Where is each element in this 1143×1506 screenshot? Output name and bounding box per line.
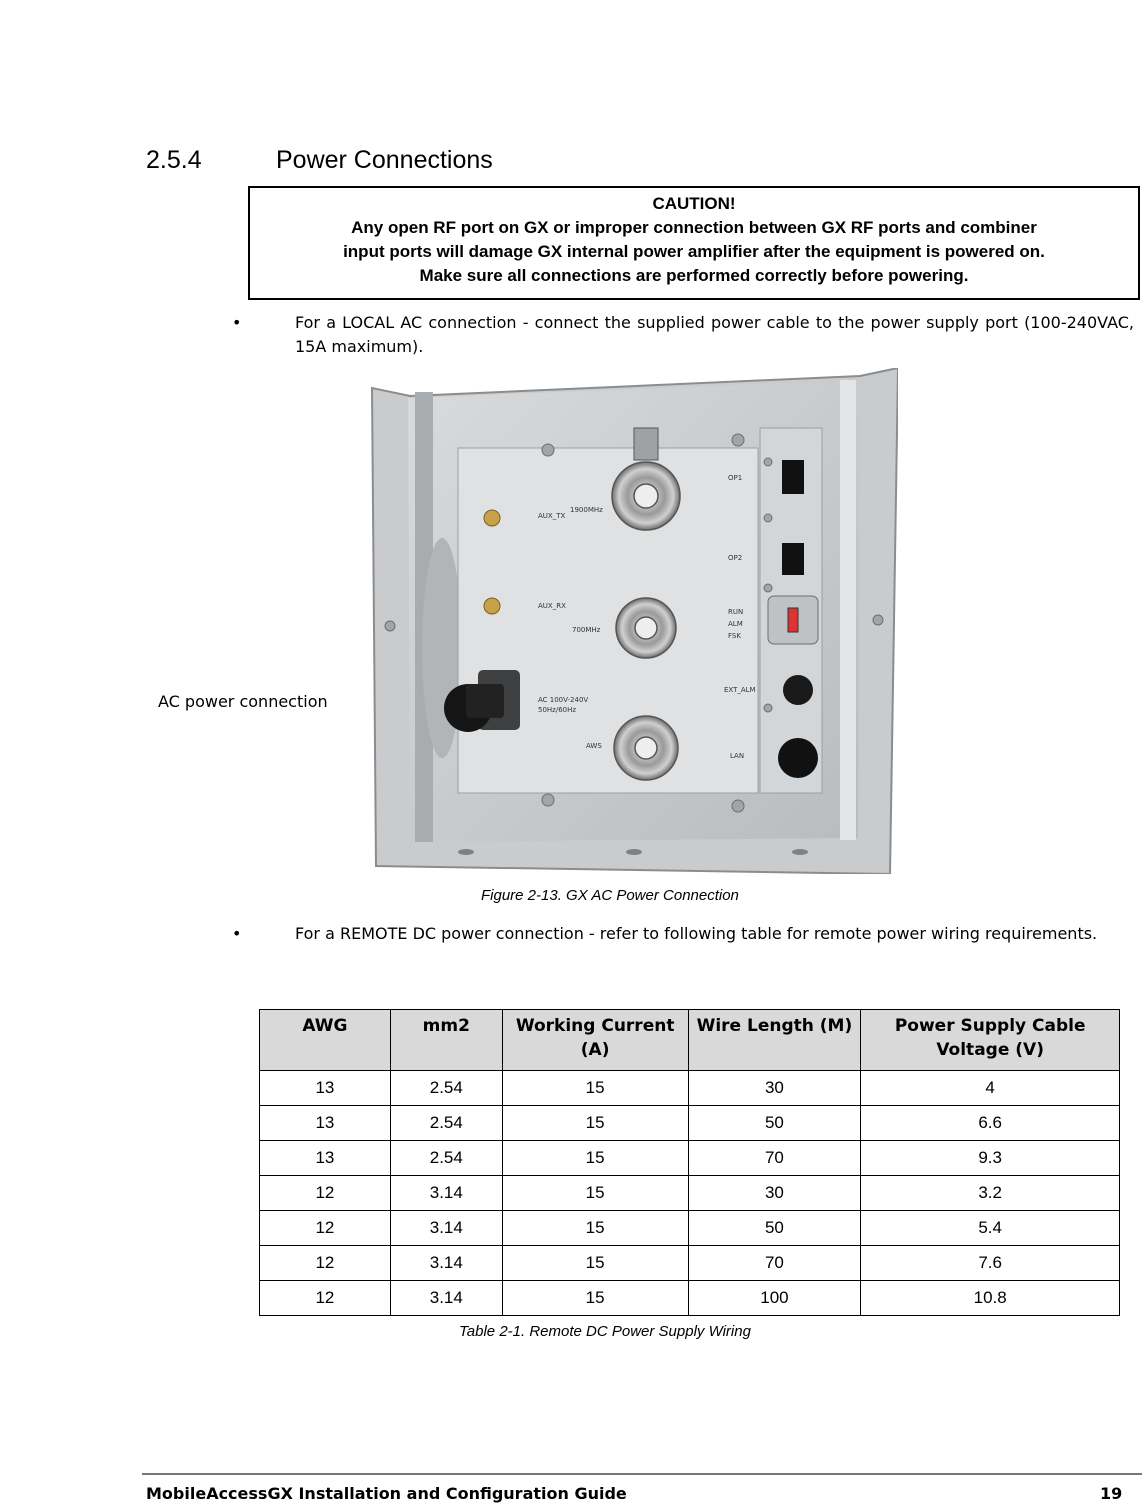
header-mm2: mm2 bbox=[390, 1010, 502, 1071]
table-cell: 70 bbox=[688, 1141, 861, 1176]
panel-label-op1: OP1 bbox=[728, 474, 743, 482]
table-cell: 4 bbox=[861, 1071, 1120, 1106]
table-header-row bbox=[260, 1010, 1120, 1071]
table-cell: 10.8 bbox=[861, 1281, 1120, 1316]
bullet-icon: • bbox=[232, 313, 242, 332]
panel-label-ext-alm: EXT_ALM bbox=[724, 686, 756, 694]
table-cell: 12 bbox=[260, 1246, 391, 1281]
section-title: Power Connections bbox=[276, 146, 493, 174]
gx-ac-power-photo bbox=[370, 368, 898, 874]
table-cell: 6.6 bbox=[861, 1106, 1120, 1141]
header-wire-length: Wire Length (M) bbox=[688, 1010, 861, 1071]
footer-divider bbox=[142, 1473, 1142, 1475]
panel-label-700mhz: 700MHz bbox=[572, 626, 601, 634]
table-cell: 13 bbox=[260, 1071, 391, 1106]
table-cell: 15 bbox=[502, 1106, 688, 1141]
caution-box bbox=[248, 186, 1140, 300]
table-row bbox=[260, 1071, 1120, 1106]
table-cell: 15 bbox=[502, 1246, 688, 1281]
panel-label-hz: 50Hz/60Hz bbox=[538, 706, 577, 714]
table-cell: 15 bbox=[502, 1071, 688, 1106]
table-row bbox=[260, 1106, 1120, 1141]
table-cell: 13 bbox=[260, 1106, 391, 1141]
header-cable-voltage: Power Supply Cable Voltage (V) bbox=[861, 1010, 1120, 1071]
caution-line: Any open RF port on GX or improper connection between GX RF ports and combiner bbox=[351, 218, 1037, 237]
panel-label-alm: ALM bbox=[728, 620, 743, 628]
bullet-icon: • bbox=[232, 924, 242, 943]
table-caption: Table 2-1. Remote DC Power Supply Wiring bbox=[459, 1323, 751, 1340]
table-cell: 2.54 bbox=[390, 1141, 502, 1176]
panel-label-lan: LAN bbox=[730, 752, 745, 760]
caution-title: CAUTION! bbox=[652, 194, 736, 213]
panel-label-fsk: FSK bbox=[728, 632, 741, 640]
table-cell: 12 bbox=[260, 1211, 391, 1246]
table-cell: 13 bbox=[260, 1141, 391, 1176]
table-cell: 3.14 bbox=[390, 1246, 502, 1281]
panel-label-ac: AC 100V-240V bbox=[538, 696, 589, 704]
bullet-item-local-ac bbox=[232, 311, 1134, 359]
table-cell: 7.6 bbox=[861, 1246, 1120, 1281]
table-cell: 15 bbox=[502, 1141, 688, 1176]
footer-title: MobileAccessGX Installation and Configuration Guide bbox=[146, 1484, 627, 1503]
table-row bbox=[260, 1246, 1120, 1281]
caution-line: input ports will damage GX internal power amplifier after the equipment is powered on. bbox=[343, 242, 1045, 261]
table-cell: 2.54 bbox=[390, 1106, 502, 1141]
bullet-item-remote-dc bbox=[232, 922, 1134, 946]
figure-caption: Figure 2-13. GX AC Power Connection bbox=[481, 887, 739, 904]
table-cell: 50 bbox=[688, 1106, 861, 1141]
table-cell: 15 bbox=[502, 1211, 688, 1246]
page-number: 19 bbox=[1100, 1484, 1123, 1503]
table-cell: 100 bbox=[688, 1281, 861, 1316]
table-row bbox=[260, 1176, 1120, 1211]
table-row bbox=[260, 1141, 1120, 1176]
table-cell: 5.4 bbox=[861, 1211, 1120, 1246]
bullet-text: For a LOCAL AC connection - connect the supplied power cable to the power supply port (100-240VAC, 15A maximum). bbox=[295, 313, 1134, 356]
table-row bbox=[260, 1281, 1120, 1316]
table-cell: 15 bbox=[502, 1281, 688, 1316]
caution-line: Make sure all connections are performed correctly before powering. bbox=[419, 266, 969, 285]
panel-label-aux-rx: AUX_RX bbox=[538, 602, 566, 610]
table-cell: 12 bbox=[260, 1176, 391, 1211]
table-row bbox=[260, 1211, 1120, 1246]
panel-label-run: RUN bbox=[728, 608, 744, 616]
wiring-table bbox=[259, 1009, 1120, 1316]
table-cell: 3.14 bbox=[390, 1211, 502, 1246]
table-cell: 50 bbox=[688, 1211, 861, 1246]
table-cell: 2.54 bbox=[390, 1071, 502, 1106]
table-cell: 3.14 bbox=[390, 1281, 502, 1316]
table-cell: 9.3 bbox=[861, 1141, 1120, 1176]
ac-power-connection-callout: AC power connection bbox=[158, 692, 328, 711]
table-cell: 30 bbox=[688, 1071, 861, 1106]
bullet-text: For a REMOTE DC power connection - refer to following table for remote power wiring requirements. bbox=[295, 924, 1098, 943]
panel-label-aws: AWS bbox=[586, 742, 602, 750]
table-cell: 70 bbox=[688, 1246, 861, 1281]
table-cell: 3.2 bbox=[861, 1176, 1120, 1211]
panel-label-op2: OP2 bbox=[728, 554, 743, 562]
table-cell: 3.14 bbox=[390, 1176, 502, 1211]
header-awg: AWG bbox=[260, 1010, 391, 1071]
panel-label-aux-tx: AUX_TX bbox=[538, 512, 566, 520]
table-cell: 12 bbox=[260, 1281, 391, 1316]
header-working-current: Working Current (A) bbox=[502, 1010, 688, 1071]
section-number: 2.5.4 bbox=[146, 146, 202, 174]
table-cell: 15 bbox=[502, 1176, 688, 1211]
panel-label-1900mhz: 1900MHz bbox=[570, 506, 603, 514]
table-cell: 30 bbox=[688, 1176, 861, 1211]
